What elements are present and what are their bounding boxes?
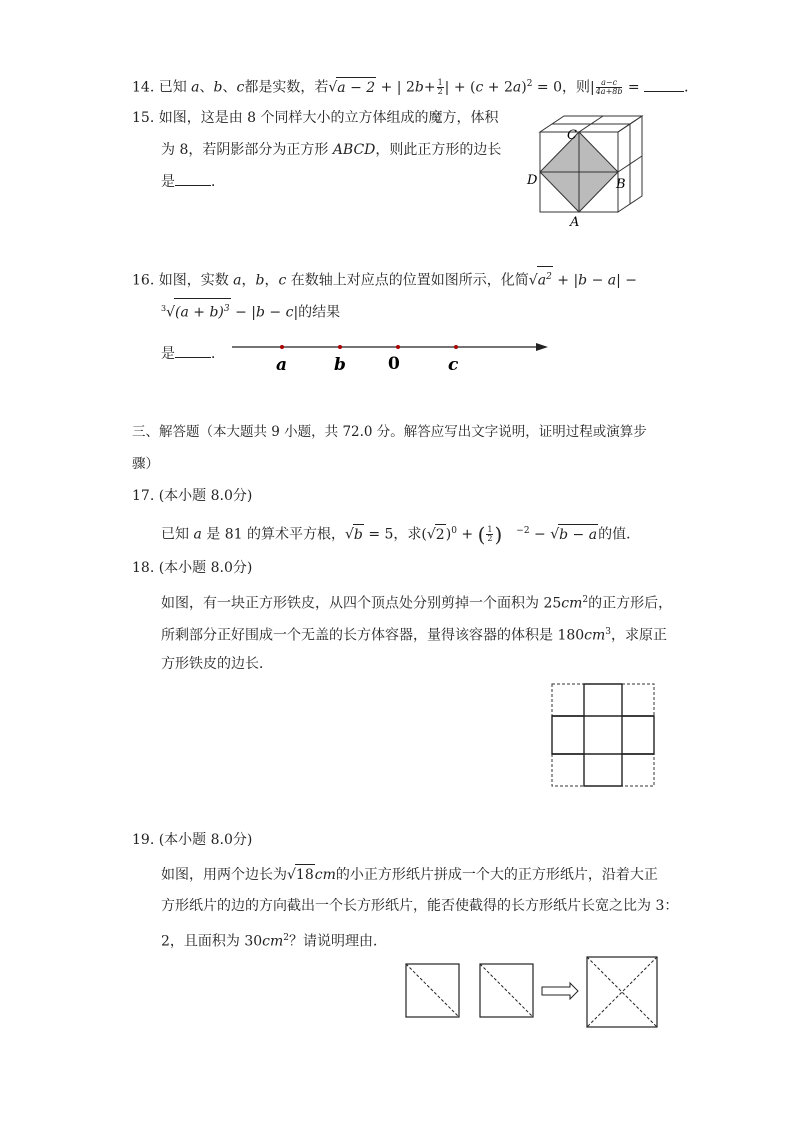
q16-text: − [264,304,286,321]
q16-text: − [587,272,608,289]
number-line [230,336,552,376]
q15-text: ，则此正方形的边长 [375,142,502,158]
square-label: ABCD [332,142,376,158]
q19-text: ？请说明理由． [289,933,388,950]
sqrt-sign: √ [328,79,338,96]
answer-blank[interactable] [175,185,211,186]
question-number: 16. [132,272,155,289]
question-15-line3 [161,172,225,192]
q16-text: + | [552,272,579,289]
question-number: 18. [132,560,155,576]
diagonal-dashed [480,964,533,1017]
question-number: 17. [132,488,155,504]
question-15-line1 [132,108,499,128]
var-a: a [233,272,242,289]
q15-text: ． [211,174,225,190]
diagonal-dashed [587,957,657,1027]
q14-text: ． [684,79,699,96]
exponent: 2 [526,79,533,89]
q14-text: + 2 [483,79,513,96]
sqrt-sign: √ [166,304,176,321]
exponent: 2 [582,595,589,605]
original-square-outline [552,684,654,786]
sqrt-b: b [353,524,364,545]
q14-text: = [623,79,645,96]
unit: cm [561,595,583,612]
q17-text: 已知 [161,526,194,543]
sqrt-sign: √ [528,272,538,289]
q19-text: 如图，用两个边长为 [161,867,287,883]
question-18-line1 [161,590,672,614]
var-b: b [414,79,424,96]
q14-text: + | 2 [376,79,415,96]
fraction-denominator: 2 [437,87,443,97]
question-16-line3 [161,344,225,364]
var-c: c [278,272,287,289]
q14-text: 、 [199,79,214,96]
q17-text: 的值． [598,526,641,543]
var-b: b [255,272,265,289]
exponent: 3 [605,627,612,637]
sqrt-sign: √ [287,867,296,883]
var-b: b [578,272,588,289]
q17-text: ) [445,526,452,543]
var-a: a [607,272,617,289]
diagonal-dashed [406,964,459,1017]
paper-squares-figure [404,955,660,1029]
question-score: (本小题 8.0分) [158,488,253,504]
exponent: −2 [516,526,530,536]
var-a: a [193,526,202,543]
rubik-cube-figure [522,112,646,228]
q14-text: ) [521,79,527,96]
q16-text: 如图，实数 [158,272,234,289]
var-a: a [512,79,522,96]
question-18-header [132,558,252,578]
q17-text: = 5，求( [363,526,427,543]
exponent: 3 [223,304,230,314]
q18-text: 所剩部分正好围成一个无盖的长方体容器，量得该容器的体积是 180 [161,627,585,644]
label-b: B [616,177,626,192]
axis-label-zero: 0 [388,354,400,374]
var-c: c [236,79,245,96]
q15-text: 如图，这是由 8 个同样大小的立方体组成的魔方，体积 [158,110,499,126]
var-a: a [537,272,547,289]
question-number: 19. [132,832,155,848]
label-d: D [527,173,538,188]
exponent: 2 [283,933,290,943]
question-19-line3 [161,928,387,952]
q16-text: 在数轴上对应点的位置如图所示，化简 [286,272,529,289]
sqrt-sign: √ [344,526,354,543]
axis-label-c: c [448,355,459,375]
fraction-denominator: 4a+8b [595,87,623,97]
fraction-numerator: 1 [487,525,493,535]
q16-text: ， [241,272,256,289]
sqrt-2: 2 [435,524,446,545]
exponent: 2 [546,272,552,282]
answer-blank[interactable] [175,357,211,358]
question-18-line3: 方形铁皮的边长． [161,656,273,672]
question-17-body [161,521,640,545]
question-18-line2 [161,622,667,646]
fraction-result [596,79,623,96]
q16-text: ． [211,346,225,362]
question-19-header [132,830,252,850]
fraction-numerator: 1 [437,78,443,88]
question-score: (本小题 8.0分) [158,560,253,576]
point-a [280,345,284,349]
q15-text: 为 8，若阴影部分为正方形 [161,142,333,158]
q16-text: |的结果 [293,304,341,321]
paren-close: ) [494,522,503,547]
q14-text: + [423,79,436,96]
q18-text: 的正方形后， [588,595,673,612]
point-b [338,345,342,349]
q14-text: 已知 [158,79,187,96]
question-number: 14. [132,79,155,96]
iron-sheet-figure [550,682,656,788]
unit: cm [314,867,336,883]
var-a: a [191,79,200,96]
q18-text: 如图，有一块正方形铁皮，从四个顶点处分别剪掉一个面积为 25 [161,595,562,612]
var-b: b [213,79,223,96]
unit: cm [584,627,606,644]
sqrt-a2 [537,266,553,291]
question-number: 15. [132,110,155,126]
answer-blank[interactable] [644,91,684,92]
var-c: c [475,79,484,96]
q14-text: | + ( [444,79,476,96]
unit: cm [262,933,284,950]
q17-text: − [529,526,551,543]
fraction-half [437,79,444,96]
cross-shape [552,684,654,786]
q16-text: | − [616,272,638,289]
q19-text: 的小正方形纸片拼成一个大的正方形纸片，沿着大正 [335,867,658,883]
question-19-line1 [161,864,658,885]
q19-text: 2，且面积为 30 [161,933,263,950]
axis-label-a: a [276,355,288,375]
q14-text: 都是实数，若 [244,79,329,96]
fraction-numerator: a−c [596,79,623,88]
fraction-denominator: 2 [487,534,493,544]
large-square [587,957,657,1027]
q14-text: 、 [222,79,237,96]
point-c [454,345,458,349]
right-arrow-icon [542,983,578,999]
question-16-line2 [161,298,340,323]
cube-root-index: 3 [161,304,167,313]
q15-text: 是 [161,174,175,190]
q17-text: + [456,526,478,543]
label-c: C [567,128,577,143]
q16-text: ， [264,272,279,289]
fraction-half [486,526,493,543]
section-heading-line2: 骤） [132,456,159,472]
axis-label-b: b [334,355,346,375]
var-b: b [255,304,265,321]
sqrt-sign: √ [550,526,560,543]
q14-text: = 0，则 [532,79,590,96]
cube-root-inner: (a + b) [175,304,224,321]
sqrt-b-minus-a: b − a [558,524,598,545]
q18-text: ，求原正 [611,627,668,644]
question-17-header [132,486,252,506]
q17-text: 是 81 的算术平方根， [201,526,345,543]
exponent: 0 [451,526,457,536]
question-15-line2 [161,140,501,160]
section-heading-line1: 三、解答题（本大题共 9 小题，共 72.0 分。解答应写出文字说明，证明过程或演算步 [132,424,647,440]
question-16-line1 [132,266,637,291]
q16-text: 是 [161,346,175,362]
question-score: (本小题 8.0分) [158,832,253,848]
question-14 [132,74,698,98]
q16-text: − | [230,304,256,321]
cube-root-expression [174,298,231,323]
var-c: c [285,304,294,321]
arrow-head-icon [536,343,548,351]
label-a: A [570,215,580,230]
point-zero [396,345,400,349]
sqrt-sign: √ [426,526,436,543]
paren-open: ( [477,522,486,547]
sqrt-expression: a − 2 [336,77,376,98]
diagonal-dashed [587,957,657,1027]
question-19-line2: 方形纸片的边的方向截出一个长方形纸片，能否使截得的长方形纸片长宽之比为 3： [161,898,679,914]
sqrt-18: 18 [295,864,315,885]
abs-bar: | [589,79,595,96]
